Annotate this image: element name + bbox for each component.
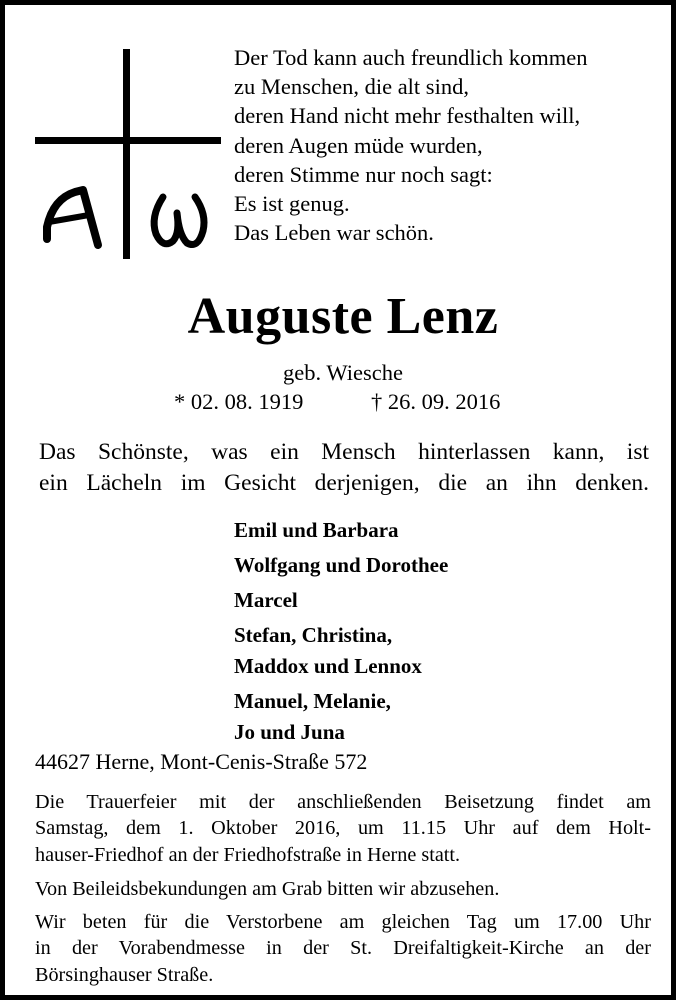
poem-line: deren Hand nicht mehr festhalten will,: [234, 103, 581, 129]
poem-line: Das Leben war schön.: [234, 220, 434, 246]
notice-line: Die Trauerfeier mit der anschließenden Beisetzung findet am: [35, 791, 651, 813]
mourners-list: [234, 515, 448, 752]
condolence-notice: [35, 876, 651, 902]
alpha-omega-cross-icon: [35, 49, 221, 261]
mourner-line: Wolfgang und Dorothee: [234, 553, 449, 577]
maiden-name: geb. Wiesche: [283, 360, 403, 385]
notice-line: hauser-Friedhof an der Friedhofstraße in Herne statt.: [35, 843, 461, 866]
quote-line: ein Lächeln im Gesicht derjenigen, die an ihn denken.: [39, 470, 649, 496]
notice-line: Samstag, dem 1. Oktober 2016, um 11.15 Uhr auf dem Holt-: [35, 817, 651, 840]
mourner-line: Marcel: [234, 588, 298, 612]
poem-line: Es ist genug.: [234, 191, 350, 217]
mourner-line: Stefan, Christina,: [234, 623, 393, 647]
omega-glyph: [154, 197, 204, 245]
deceased-name: Auguste Lenz: [187, 288, 499, 345]
notice-line: Von Beileidsbekundungen am Grab bitten wir abzusehen.: [35, 878, 500, 900]
mass-notice: [35, 909, 651, 988]
quote-line: Das Schönste, was ein Mensch hinterlassen kann, ist: [39, 439, 649, 465]
family-address: 44627 Herne, Mont-Cenis-Straße 572: [35, 749, 368, 774]
mourner-group: [234, 620, 448, 682]
cross-vertical-bar: [123, 49, 130, 259]
mourner-line: Jo und Juna: [234, 720, 345, 744]
mourner-line: Manuel, Melanie,: [234, 689, 391, 713]
mourner-group: [234, 686, 448, 748]
notice-line: Börsinghauser Straße.: [35, 963, 214, 986]
notice-line: Wir beten für die Verstorbene am gleichen Tag um 17.00 Uhr: [35, 911, 651, 933]
poem-line: deren Stimme nur noch sagt:: [234, 161, 493, 187]
birth-date: * 02. 08. 1919: [174, 389, 304, 414]
cross-horizontal-bar: [35, 137, 221, 144]
poem-line: deren Augen müde wurden,: [234, 132, 483, 158]
mourner-line: Emil und Barbara: [234, 518, 399, 542]
notice-line: in der Vorabendmesse in der St. Dreifaltigkeit-Kirche an der: [35, 937, 651, 960]
funeral-notice: [35, 789, 651, 868]
poem-line: zu Menschen, die alt sind,: [234, 74, 469, 100]
death-date: † 26. 09. 2016: [371, 389, 501, 414]
poem: [234, 43, 588, 247]
alpha-glyph: [47, 190, 98, 245]
mourner-line: Maddox und Lennox: [234, 654, 422, 678]
poem-line: Der Tod kann auch freundlich kommen: [234, 45, 588, 70]
quote: [39, 437, 649, 499]
mourner-group: [234, 585, 448, 616]
mourner-group: [234, 550, 448, 581]
mourner-group: [234, 515, 448, 546]
